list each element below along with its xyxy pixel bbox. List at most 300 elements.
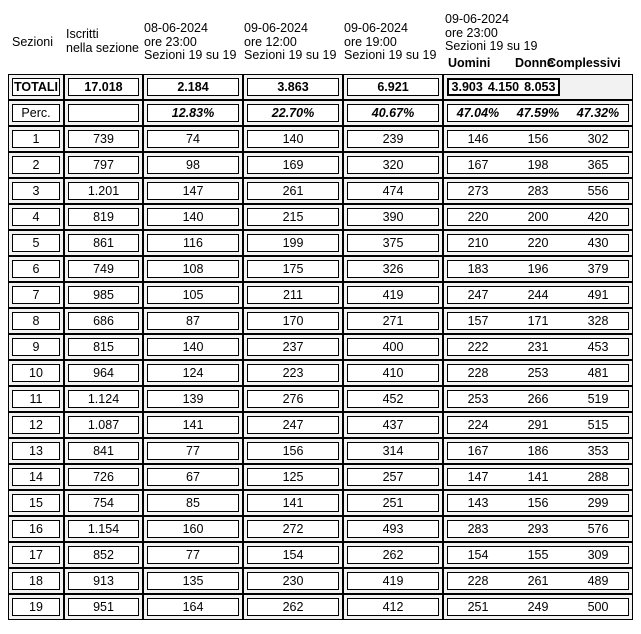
complessivi-value: 491 xyxy=(587,288,609,302)
iscritti-value: 739 xyxy=(68,130,139,148)
votanti-08-06-2300: 135 xyxy=(147,572,239,590)
votanti-final-cell xyxy=(443,282,633,308)
votanti-08-06-2300: 77 xyxy=(147,546,239,564)
votanti-c1-cell xyxy=(143,152,243,178)
header-complessivi: Complessivi xyxy=(547,56,621,70)
uomini-value: 146 xyxy=(467,132,489,146)
donne-value: 249 xyxy=(527,600,549,614)
votanti-c2-cell xyxy=(243,126,343,152)
iscritti-cell xyxy=(64,542,143,568)
sezione-number: 17 xyxy=(12,546,60,564)
iscritti-cell xyxy=(64,126,143,152)
votanti-c3-cell xyxy=(343,594,443,620)
perc-row-label-cell xyxy=(8,100,64,126)
votanti-09-06-1200: 199 xyxy=(247,234,339,252)
votanti-09-06-1200: 261 xyxy=(247,182,339,200)
votanti-09-06-1200: 170 xyxy=(247,312,339,330)
votanti-c2-cell xyxy=(243,568,343,594)
complessivi-value: 500 xyxy=(587,600,609,614)
uomini-value: 210 xyxy=(467,236,489,250)
votanti-c1-cell xyxy=(143,516,243,542)
votanti-c2-cell xyxy=(243,464,343,490)
iscritti-value: 913 xyxy=(68,572,139,590)
iscritti-cell xyxy=(64,152,143,178)
header-iscritti-line2: nella sezione xyxy=(66,40,139,55)
totali-c2-cell xyxy=(243,74,343,100)
iscritti-value: 815 xyxy=(68,338,139,356)
sezione-number: 14 xyxy=(12,468,60,486)
sezione-cell xyxy=(8,568,64,594)
votanti-final-values xyxy=(447,494,629,512)
sezione-cell xyxy=(8,516,64,542)
totali-iscritti-cell xyxy=(64,74,143,100)
iscritti-value: 726 xyxy=(68,468,139,486)
sezione-number: 16 xyxy=(12,520,60,538)
uomini-value: 183 xyxy=(467,262,489,276)
uomini-value: 143 xyxy=(467,496,489,510)
votanti-final-cell xyxy=(443,516,633,542)
sezione-cell xyxy=(8,282,64,308)
sezione-cell xyxy=(8,438,64,464)
votanti-final-cell xyxy=(443,594,633,620)
iscritti-cell xyxy=(64,594,143,620)
votanti-09-06-1900: 410 xyxy=(347,364,439,382)
sezione-cell xyxy=(8,360,64,386)
votanti-09-06-1200: 237 xyxy=(247,338,339,356)
iscritti-value: 1.087 xyxy=(68,416,139,434)
complessivi-value: 299 xyxy=(587,496,609,510)
votanti-09-06-1900: 375 xyxy=(347,234,439,252)
header-date: 09-06-2024 xyxy=(244,21,308,35)
iscritti-value: 1.201 xyxy=(68,182,139,200)
header-donne: Donne xyxy=(515,56,554,70)
perc-c2-cell xyxy=(243,100,343,126)
votanti-c3-cell xyxy=(343,334,443,360)
iscritti-value: 951 xyxy=(68,598,139,616)
sezione-cell xyxy=(8,230,64,256)
uomini-value: 273 xyxy=(467,184,489,198)
iscritti-cell xyxy=(64,334,143,360)
iscritti-cell xyxy=(64,204,143,230)
votanti-08-06-2300: 164 xyxy=(147,598,239,616)
votanti-c1-cell xyxy=(143,204,243,230)
votanti-09-06-1900: 419 xyxy=(347,286,439,304)
iscritti-cell xyxy=(64,178,143,204)
donne-value: 293 xyxy=(527,522,549,536)
donne-value: 196 xyxy=(527,262,549,276)
sezione-number: 13 xyxy=(12,442,60,460)
complessivi-value: 288 xyxy=(587,470,609,484)
votanti-c1-cell xyxy=(143,282,243,308)
donne-value: 220 xyxy=(527,236,549,250)
votanti-c1-cell xyxy=(143,256,243,282)
uomini-value: 251 xyxy=(467,600,489,614)
header-date: 09-06-2024 xyxy=(344,21,408,35)
donne-value: 266 xyxy=(527,392,549,406)
votanti-09-06-1900: 452 xyxy=(347,390,439,408)
iscritti-value: 841 xyxy=(68,442,139,460)
votanti-09-06-1200: 169 xyxy=(247,156,339,174)
iscritti-cell xyxy=(64,386,143,412)
perc-09-06-1900: 40.67% xyxy=(347,104,439,122)
votanti-c1-cell xyxy=(143,230,243,256)
iscritti-value: 1.154 xyxy=(68,520,139,538)
donne-value: 171 xyxy=(527,314,549,328)
votanti-08-06-2300: 141 xyxy=(147,416,239,434)
header-time: ore 19:00 xyxy=(344,34,397,49)
sezione-cell xyxy=(8,412,64,438)
complessivi-value: 576 xyxy=(587,522,609,536)
votanti-final-values xyxy=(447,546,629,564)
votanti-09-06-1900: 262 xyxy=(347,546,439,564)
votanti-c1-cell xyxy=(143,438,243,464)
donne-value: 186 xyxy=(527,444,549,458)
sezione-number: 11 xyxy=(12,390,60,408)
votanti-c3-cell xyxy=(343,178,443,204)
totali-uomini: 3.903 xyxy=(451,80,483,94)
votanti-08-06-2300: 116 xyxy=(147,234,239,252)
sezione-cell xyxy=(8,386,64,412)
iscritti-cell xyxy=(64,516,143,542)
uomini-value: 224 xyxy=(467,418,489,432)
votanti-c1-cell xyxy=(143,594,243,620)
totali-label: TOTALI xyxy=(12,78,60,96)
votanti-09-06-1900: 320 xyxy=(347,156,439,174)
votanti-c1-cell xyxy=(143,178,243,204)
uomini-value: 220 xyxy=(467,210,489,224)
votanti-final-values xyxy=(447,286,629,304)
votanti-c2-cell xyxy=(243,178,343,204)
votanti-09-06-1900: 412 xyxy=(347,598,439,616)
votanti-c2-cell xyxy=(243,230,343,256)
votanti-08-06-2300: 98 xyxy=(147,156,239,174)
votanti-c2-cell xyxy=(243,152,343,178)
votanti-09-06-1200: 272 xyxy=(247,520,339,538)
votanti-final-cell xyxy=(443,360,633,386)
votanti-c2-cell xyxy=(243,438,343,464)
uomini-value: 147 xyxy=(467,470,489,484)
sezione-number: 18 xyxy=(12,572,60,590)
iscritti-cell xyxy=(64,412,143,438)
votanti-09-06-1200: 156 xyxy=(247,442,339,460)
votanti-09-06-1900: 419 xyxy=(347,572,439,590)
totali-final-cell xyxy=(443,74,633,100)
votanti-09-06-1900: 400 xyxy=(347,338,439,356)
votanti-final-values xyxy=(447,572,629,590)
votanti-final-values xyxy=(447,130,629,148)
perc-c1-cell xyxy=(143,100,243,126)
votanti-c1-cell xyxy=(143,308,243,334)
votanti-final-values xyxy=(447,364,629,382)
sezione-cell xyxy=(8,178,64,204)
votanti-08-06-2300: 85 xyxy=(147,494,239,512)
perc-iscritti-cell xyxy=(64,100,143,126)
totali-complessivi: 8.053 xyxy=(524,80,556,94)
sezione-cell xyxy=(8,256,64,282)
votanti-08-06-2300: 87 xyxy=(147,312,239,330)
sezione-number: 7 xyxy=(12,286,60,304)
votanti-final-values xyxy=(447,416,629,434)
votanti-c2-cell xyxy=(243,594,343,620)
votanti-c3-cell xyxy=(343,464,443,490)
sezione-number: 5 xyxy=(12,234,60,252)
votanti-09-06-1200: 211 xyxy=(247,286,339,304)
votanti-final-cell xyxy=(443,542,633,568)
iscritti-value: 861 xyxy=(68,234,139,252)
uomini-value: 47.04% xyxy=(456,106,500,120)
complessivi-value: 302 xyxy=(587,132,609,146)
uomini-value: 247 xyxy=(467,288,489,302)
sezione-cell xyxy=(8,542,64,568)
votanti-final-cell xyxy=(443,178,633,204)
votanti-09-06-1200: 230 xyxy=(247,572,339,590)
perc-c3-cell xyxy=(343,100,443,126)
votanti-final-values xyxy=(447,338,629,356)
header-time: ore 23:00 xyxy=(144,34,197,49)
votanti-c3-cell xyxy=(343,230,443,256)
sezione-number: 3 xyxy=(12,182,60,200)
complessivi-value: 453 xyxy=(587,340,609,354)
votanti-08-06-2300: 77 xyxy=(147,442,239,460)
iscritti-value: 985 xyxy=(68,286,139,304)
header-col-08-06-2300 xyxy=(144,22,236,63)
donne-value: 141 xyxy=(527,470,549,484)
votanti-final-cell xyxy=(443,204,633,230)
sezione-number: 8 xyxy=(12,312,60,330)
votanti-final-values xyxy=(447,260,629,278)
votanti-09-06-1900: 257 xyxy=(347,468,439,486)
votanti-final-values xyxy=(447,208,629,226)
iscritti-cell xyxy=(64,256,143,282)
totali-08-06-2300: 2.184 xyxy=(147,78,239,96)
sezione-cell xyxy=(8,490,64,516)
complessivi-value: 353 xyxy=(587,444,609,458)
votanti-final-cell xyxy=(443,334,633,360)
votanti-final-values xyxy=(447,182,629,200)
votanti-09-06-1900: 474 xyxy=(347,182,439,200)
uomini-value: 154 xyxy=(467,548,489,562)
header-col-09-06-1200 xyxy=(244,22,336,63)
iscritti-cell xyxy=(64,282,143,308)
header-sezioni-count: Sezioni 19 su 19 xyxy=(244,48,337,62)
votanti-c3-cell xyxy=(343,256,443,282)
votanti-08-06-2300: 124 xyxy=(147,364,239,382)
votanti-08-06-2300: 67 xyxy=(147,468,239,486)
votanti-c1-cell xyxy=(143,360,243,386)
iscritti-cell xyxy=(64,464,143,490)
votanti-09-06-1900: 239 xyxy=(347,130,439,148)
donne-value: 231 xyxy=(527,340,549,354)
votanti-c1-cell xyxy=(143,568,243,594)
uomini-value: 222 xyxy=(467,340,489,354)
votanti-c3-cell xyxy=(343,126,443,152)
votanti-09-06-1200: 276 xyxy=(247,390,339,408)
votanti-final-cell xyxy=(443,568,633,594)
iscritti-cell xyxy=(64,490,143,516)
votanti-c1-cell xyxy=(143,542,243,568)
votanti-c3-cell xyxy=(343,386,443,412)
sezione-number: 19 xyxy=(12,598,60,616)
votanti-09-06-1200: 247 xyxy=(247,416,339,434)
votanti-c2-cell xyxy=(243,386,343,412)
donne-value: 155 xyxy=(527,548,549,562)
iscritti-cell xyxy=(64,360,143,386)
header-sezioni-count: Sezioni 19 su 19 xyxy=(344,48,437,62)
votanti-final-values xyxy=(447,468,629,486)
donne-value: 253 xyxy=(527,366,549,380)
header-sezioni: Sezioni xyxy=(12,35,53,49)
uomini-value: 167 xyxy=(467,444,489,458)
header-uomini: Uomini xyxy=(448,56,491,70)
complessivi-value: 47.32% xyxy=(576,106,620,120)
votanti-final-values xyxy=(447,442,629,460)
totali-donne: 4.150 xyxy=(487,80,520,94)
complessivi-value: 420 xyxy=(587,210,609,224)
votanti-09-06-1200: 141 xyxy=(247,494,339,512)
iscritti-value: 852 xyxy=(68,546,139,564)
complessivi-value: 379 xyxy=(587,262,609,276)
perc-09-06-1200: 22.70% xyxy=(247,104,339,122)
sezione-number: 6 xyxy=(12,260,60,278)
iscritti-cell xyxy=(64,230,143,256)
sezione-number: 1 xyxy=(12,130,60,148)
sezione-number: 10 xyxy=(12,364,60,382)
donne-value: 47.59% xyxy=(516,106,560,120)
iscritti-cell xyxy=(64,308,143,334)
votanti-09-06-1900: 390 xyxy=(347,208,439,226)
iscritti-value: 749 xyxy=(68,260,139,278)
header-sezioni-count: Sezioni 19 su 19 xyxy=(144,48,237,62)
votanti-c1-cell xyxy=(143,126,243,152)
votanti-final-cell xyxy=(443,308,633,334)
votanti-final-values xyxy=(447,156,629,174)
votanti-09-06-1200: 262 xyxy=(247,598,339,616)
sezione-number: 4 xyxy=(12,208,60,226)
votanti-c3-cell xyxy=(343,152,443,178)
votanti-09-06-1900: 314 xyxy=(347,442,439,460)
perc-final-values xyxy=(447,104,629,122)
perc-iscritti-empty xyxy=(68,104,139,122)
complessivi-value: 515 xyxy=(587,418,609,432)
donne-value: 156 xyxy=(527,496,549,510)
header-sezioni-count: Sezioni 19 su 19 xyxy=(445,39,538,53)
votanti-c3-cell xyxy=(343,204,443,230)
votanti-c3-cell xyxy=(343,282,443,308)
donne-value: 200 xyxy=(527,210,549,224)
sezione-number: 9 xyxy=(12,338,60,356)
totali-09-06-1200: 3.863 xyxy=(247,78,339,96)
votanti-08-06-2300: 160 xyxy=(147,520,239,538)
votanti-final-values xyxy=(447,520,629,538)
votanti-c1-cell xyxy=(143,412,243,438)
complessivi-value: 519 xyxy=(587,392,609,406)
votanti-final-cell xyxy=(443,230,633,256)
votanti-c3-cell xyxy=(343,308,443,334)
votanti-08-06-2300: 147 xyxy=(147,182,239,200)
complessivi-value: 365 xyxy=(587,158,609,172)
header-col-09-06-1900 xyxy=(344,22,436,63)
votanti-final-values xyxy=(447,390,629,408)
votanti-08-06-2300: 140 xyxy=(147,208,239,226)
totali-c1-cell xyxy=(143,74,243,100)
votanti-09-06-1200: 215 xyxy=(247,208,339,226)
header-time: ore 12:00 xyxy=(244,34,297,49)
sezione-cell xyxy=(8,204,64,230)
header-date: 08-06-2024 xyxy=(144,21,208,35)
votanti-09-06-1200: 223 xyxy=(247,364,339,382)
complessivi-value: 430 xyxy=(587,236,609,250)
complessivi-value: 489 xyxy=(587,574,609,588)
votanti-c3-cell xyxy=(343,516,443,542)
votanti-final-cell xyxy=(443,386,633,412)
sezione-cell xyxy=(8,464,64,490)
uomini-value: 157 xyxy=(467,314,489,328)
iscritti-value: 754 xyxy=(68,494,139,512)
votanti-c2-cell xyxy=(243,308,343,334)
votanti-09-06-1900: 493 xyxy=(347,520,439,538)
votanti-c2-cell xyxy=(243,282,343,308)
iscritti-value: 1.124 xyxy=(68,390,139,408)
totali-09-06-1900: 6.921 xyxy=(347,78,439,96)
header-iscritti xyxy=(66,28,139,55)
votanti-final-values xyxy=(447,234,629,252)
votanti-final-cell xyxy=(443,490,633,516)
votanti-08-06-2300: 139 xyxy=(147,390,239,408)
complessivi-value: 481 xyxy=(587,366,609,380)
totali-row-label-cell xyxy=(8,74,64,100)
votanti-c3-cell xyxy=(343,568,443,594)
votanti-c2-cell xyxy=(243,490,343,516)
donne-value: 198 xyxy=(527,158,549,172)
votanti-final-cell xyxy=(443,256,633,282)
iscritti-value: 797 xyxy=(68,156,139,174)
votanti-final-cell xyxy=(443,464,633,490)
votanti-c1-cell xyxy=(143,386,243,412)
donne-value: 291 xyxy=(527,418,549,432)
uomini-value: 228 xyxy=(467,574,489,588)
sezione-cell xyxy=(8,152,64,178)
totali-c3-cell xyxy=(343,74,443,100)
header-iscritti-line1: Iscritti xyxy=(66,27,99,41)
votanti-08-06-2300: 105 xyxy=(147,286,239,304)
iscritti-value: 686 xyxy=(68,312,139,330)
votanti-09-06-1200: 154 xyxy=(247,546,339,564)
votanti-final-cell xyxy=(443,438,633,464)
votanti-c3-cell xyxy=(343,412,443,438)
sezione-number: 12 xyxy=(12,416,60,434)
perc-label: Perc. xyxy=(12,104,60,122)
sezione-cell xyxy=(8,308,64,334)
votanti-09-06-1200: 125 xyxy=(247,468,339,486)
votanti-09-06-1900: 326 xyxy=(347,260,439,278)
iscritti-cell xyxy=(64,568,143,594)
perc-08-06-2300: 12.83% xyxy=(147,104,239,122)
votanti-c3-cell xyxy=(343,438,443,464)
donne-value: 283 xyxy=(527,184,549,198)
uomini-value: 228 xyxy=(467,366,489,380)
complessivi-value: 556 xyxy=(587,184,609,198)
donne-value: 244 xyxy=(527,288,549,302)
votanti-c2-cell xyxy=(243,412,343,438)
votanti-final-cell xyxy=(443,152,633,178)
votanti-c2-cell xyxy=(243,204,343,230)
votanti-09-06-1900: 251 xyxy=(347,494,439,512)
votanti-c2-cell xyxy=(243,542,343,568)
sezione-number: 15 xyxy=(12,494,60,512)
votanti-c3-cell xyxy=(343,490,443,516)
perc-final-cell xyxy=(443,100,633,126)
votanti-c1-cell xyxy=(143,490,243,516)
